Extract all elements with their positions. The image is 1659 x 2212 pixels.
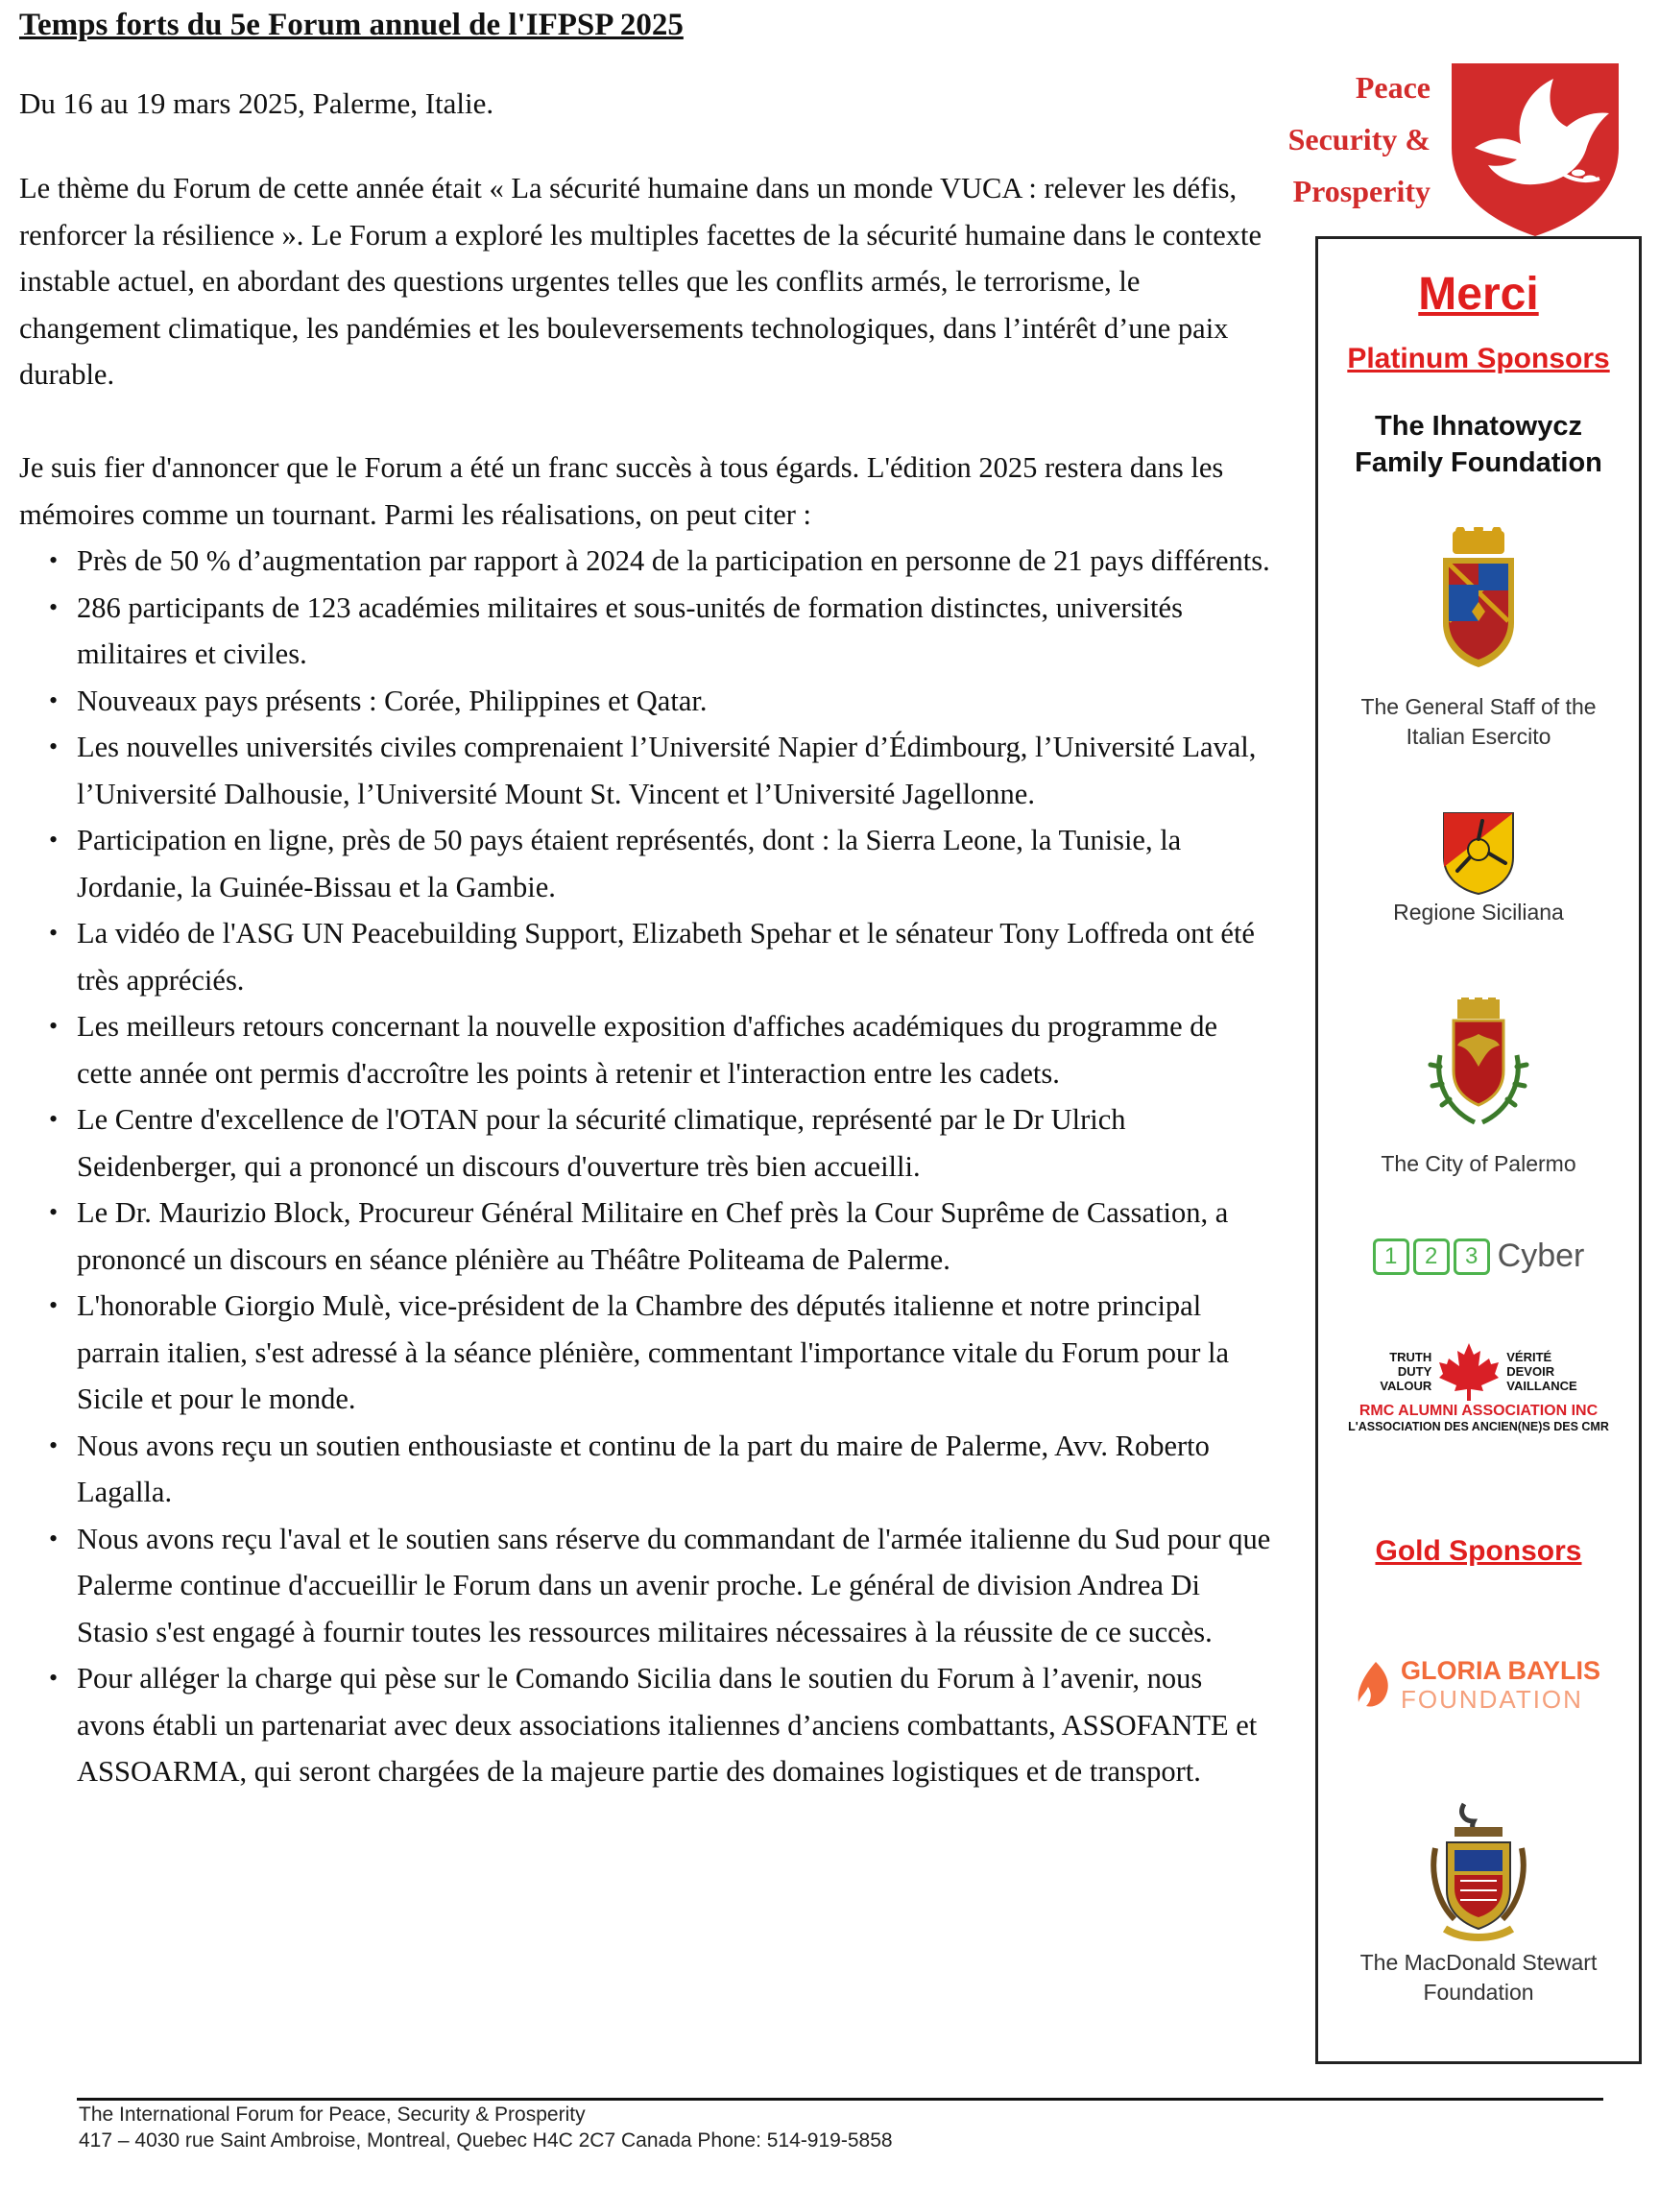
- logo-text: [1288, 61, 1431, 217]
- bullet-icon: •: [49, 1291, 59, 1319]
- list-item-text: Le Centre d'excellence de l'OTAN pour la sécurité climatique, représenté par le Dr Ulrich Seidenberger, qui a prononcé un discours d'ouverture très bien accueilli.: [77, 1103, 1126, 1183]
- bullet-icon: •: [49, 1664, 59, 1692]
- footer-address: 417 – 4030 rue Saint Ambroise, Montreal, Quebec H4C 2C7 Canada Phone: 514-919-5858: [79, 2129, 893, 2152]
- list-item: [0, 724, 1277, 817]
- rmc-motto-line: TRUTH: [1389, 1349, 1432, 1364]
- bullet-icon: •: [49, 1198, 59, 1226]
- palermo-crest: [1318, 998, 1639, 1132]
- list-item: [0, 1516, 1277, 1656]
- list-item-text: Participation en ligne, près de 50 pays étaient représentés, dont : la Sierra Leone, la Tunisie, la Jordanie, la Guinée-Bissau et la Gambie.: [77, 824, 1182, 903]
- list-item: [0, 585, 1277, 678]
- list-item-text: Nouveaux pays présents : Corée, Philippines et Qatar.: [77, 684, 708, 717]
- palermo-eagle-crest-icon: [1421, 998, 1536, 1132]
- rmc-french-name: L'ASSOCIATION DES ANCIEN(NE)S DES CMR: [1348, 1420, 1609, 1433]
- bullet-icon: •: [49, 685, 59, 714]
- macdonald-crest: [1318, 1800, 1639, 1944]
- list-item-text: Nous avons reçu un soutien enthousiaste et continu de la part du maire de Palerme, Avv. Roberto Lagalla.: [77, 1429, 1210, 1508]
- footer-divider: [77, 2098, 1603, 2101]
- list-item-text: 286 participants de 123 académies militaires et sous-unités de formation distinctes, universités militaires et civiles.: [77, 590, 1183, 670]
- intro-paragraph: Le thème du Forum de cette année était « La sécurité humaine dans un monde VUCA : relever les défis, renforcer la résilience ». Le Forum a exploré les multiples facettes de la sécurité humaine dans le contexte instable actuel, en abordant des questions urgentes telles que les conflits armés, le terrorisme, le changement climatique, les pandémies et les bouleversements technologiques, dans l’intérêt d’une paix durable.: [19, 172, 1262, 391]
- list-item-text: Le Dr. Maurizio Block, Procureur Général Militaire en Chef près la Cour Suprême de Cassation, a prononcé un discours en séance plénière au Théâtre Politeama de Palerme.: [77, 1196, 1229, 1276]
- footer-organization: The International Forum for Peace, Security & Prosperity: [79, 2104, 586, 2126]
- cyber-box-1: 1: [1373, 1238, 1409, 1275]
- bullet-icon: •: [49, 1012, 59, 1040]
- list-item: [0, 817, 1277, 910]
- sponsor-panel: [1315, 236, 1642, 2064]
- rmc-motto-line: VALOUR: [1380, 1378, 1432, 1393]
- rmc-motto-line: DEVOIR: [1506, 1363, 1555, 1379]
- list-item: [0, 1655, 1277, 1795]
- gloria-baylis-logo: [1318, 1656, 1639, 1714]
- logo-line-peace: Peace: [1355, 70, 1431, 105]
- general-staff-caption: [1318, 692, 1639, 752]
- platinum-sponsors-heading: Platinum Sponsors: [1347, 343, 1610, 374]
- list-item-text: L'honorable Giorgio Mulè, vice-président de la Chambre des députés italienne et notre principal parrain italien, s'est adressé à la séance plénière, commentant l'importance vitale du Forum pour la Sicile et pour le monde.: [77, 1289, 1230, 1415]
- regione-siciliana-caption: Regione Siciliana: [1393, 900, 1564, 925]
- cyber-box-3: 3: [1454, 1238, 1490, 1275]
- bullet-icon: •: [49, 826, 59, 854]
- merci-heading: Merci: [1418, 269, 1539, 320]
- general-staff-line-1: The General Staff of the: [1360, 694, 1597, 719]
- general-staff-crest: [1318, 527, 1639, 671]
- macdonald-line-1: The MacDonald Stewart: [1359, 1950, 1598, 1975]
- list-item-text: Les meilleurs retours concernant la nouvelle exposition d'affiches académiques du programme de cette année ont permis d'accroître les points à retenir et l'interaction entre les cadets.: [77, 1010, 1218, 1090]
- list-item: [0, 538, 1277, 585]
- rmc-motto-english: [1380, 1350, 1431, 1393]
- list-item: [0, 678, 1277, 725]
- gold-sponsors-heading: Gold Sponsors: [1375, 1535, 1582, 1567]
- 123-cyber-logo: [1318, 1238, 1639, 1275]
- gloria-flame-icon: [1357, 1660, 1393, 1710]
- macdonald-coat-of-arms-icon: [1426, 1800, 1531, 1944]
- list-item: [0, 1003, 1277, 1096]
- regione-siciliana-crest: [1318, 809, 1639, 896]
- trinacria-shield-icon: [1440, 809, 1517, 896]
- date-location: Du 16 au 19 mars 2025, Palerme, Italie.: [19, 86, 494, 120]
- bullet-icon: •: [49, 733, 59, 760]
- bullet-icon: •: [49, 1105, 59, 1133]
- general-staff-line-2: Italian Esercito: [1406, 724, 1551, 749]
- bullet-icon: •: [49, 592, 59, 621]
- gloria-line-1: GLORIA BAYLIS: [1400, 1656, 1601, 1685]
- bullet-icon: •: [49, 1524, 59, 1552]
- cyber-box-2: 2: [1413, 1238, 1450, 1275]
- bullet-icon: •: [49, 1431, 59, 1459]
- list-item: [0, 1283, 1277, 1423]
- logo-line-prosperity: Prosperity: [1292, 174, 1431, 208]
- gloria-line-2: FOUNDATION: [1400, 1685, 1583, 1714]
- organization-logo: [1248, 60, 1632, 242]
- ihnatowycz-foundation: [1318, 408, 1639, 481]
- macdonald-line-2: Foundation: [1423, 1980, 1534, 2005]
- list-item-text: Nous avons reçu l'aval et le soutien sans réserve du commandant de l'armée italienne du Sud pour que Palerme continue d'accueillir le Forum dans un avenir proche. Le général de division Andrea Di Stasio s'est engagé à fournir toutes les ressources militaires nécessaires à la réussite de ce succès.: [77, 1522, 1271, 1648]
- list-item: [0, 1423, 1277, 1516]
- achievements-list: [0, 538, 1277, 1795]
- list-item-text: Pour alléger la charge qui pèse sur le Comando Sicilia dans le soutien du Forum à l’avenir, nous avons établi un partenariat avec deux associations italiennes d’anciens combattants, ASSOFANTE et ASSOARMA, qui seront chargées de la majeure partie des domaines logistiques et de transport.: [77, 1662, 1258, 1788]
- cyber-word: Cyber: [1497, 1238, 1585, 1274]
- achievements-intro: Je suis fier d'annoncer que le Forum a été un franc succès à tous égards. L'édition 2025 restera dans les mémoires comme un tournant. Parmi les réalisations, on peut citer :: [19, 451, 1224, 531]
- ihnatowycz-line-1: The Ihnatowycz: [1375, 411, 1582, 442]
- army-crest-icon: [1435, 527, 1522, 671]
- list-item: [0, 1096, 1277, 1190]
- bullet-icon: •: [49, 546, 59, 574]
- rmc-motto-line: VAILLANCE: [1506, 1378, 1577, 1393]
- rmc-motto-line: DUTY: [1397, 1363, 1432, 1379]
- maple-leaf-icon: [1437, 1341, 1501, 1401]
- list-item-text: Les nouvelles universités civiles comprenaient l’Université Napier d’Édimbourg, l’Université Laval, l’Université Dalhousie, l’Université Mount St. Vincent et l’Université Jagellonne.: [77, 731, 1257, 810]
- rmc-name: RMC ALUMNI ASSOCIATION INC: [1358, 1403, 1599, 1419]
- rmc-motto-french: [1506, 1350, 1576, 1393]
- list-item-text: Près de 50 % d’augmentation par rapport à 2024 de la participation en personne de 21 pays différents.: [77, 544, 1270, 577]
- list-item: [0, 910, 1277, 1003]
- rmc-alumni-logo: [1318, 1341, 1639, 1433]
- macdonald-caption: [1318, 1948, 1639, 2008]
- palermo-caption: The City of Palermo: [1381, 1151, 1576, 1176]
- list-item: [0, 1190, 1277, 1283]
- bullet-icon: •: [49, 919, 59, 947]
- document-title: Temps forts du 5e Forum annuel de l'IFPSP 2025: [19, 8, 684, 42]
- rmc-motto-line: VÉRITÉ: [1506, 1349, 1552, 1364]
- logo-line-security: Security &: [1287, 122, 1431, 156]
- dove-shield-icon: [1446, 60, 1624, 238]
- ihnatowycz-line-2: Family Foundation: [1355, 447, 1602, 478]
- list-item-text: La vidéo de l'ASG UN Peacebuilding Support, Elizabeth Spehar et le sénateur Tony Loffreda ont été très appréciés.: [77, 917, 1255, 997]
